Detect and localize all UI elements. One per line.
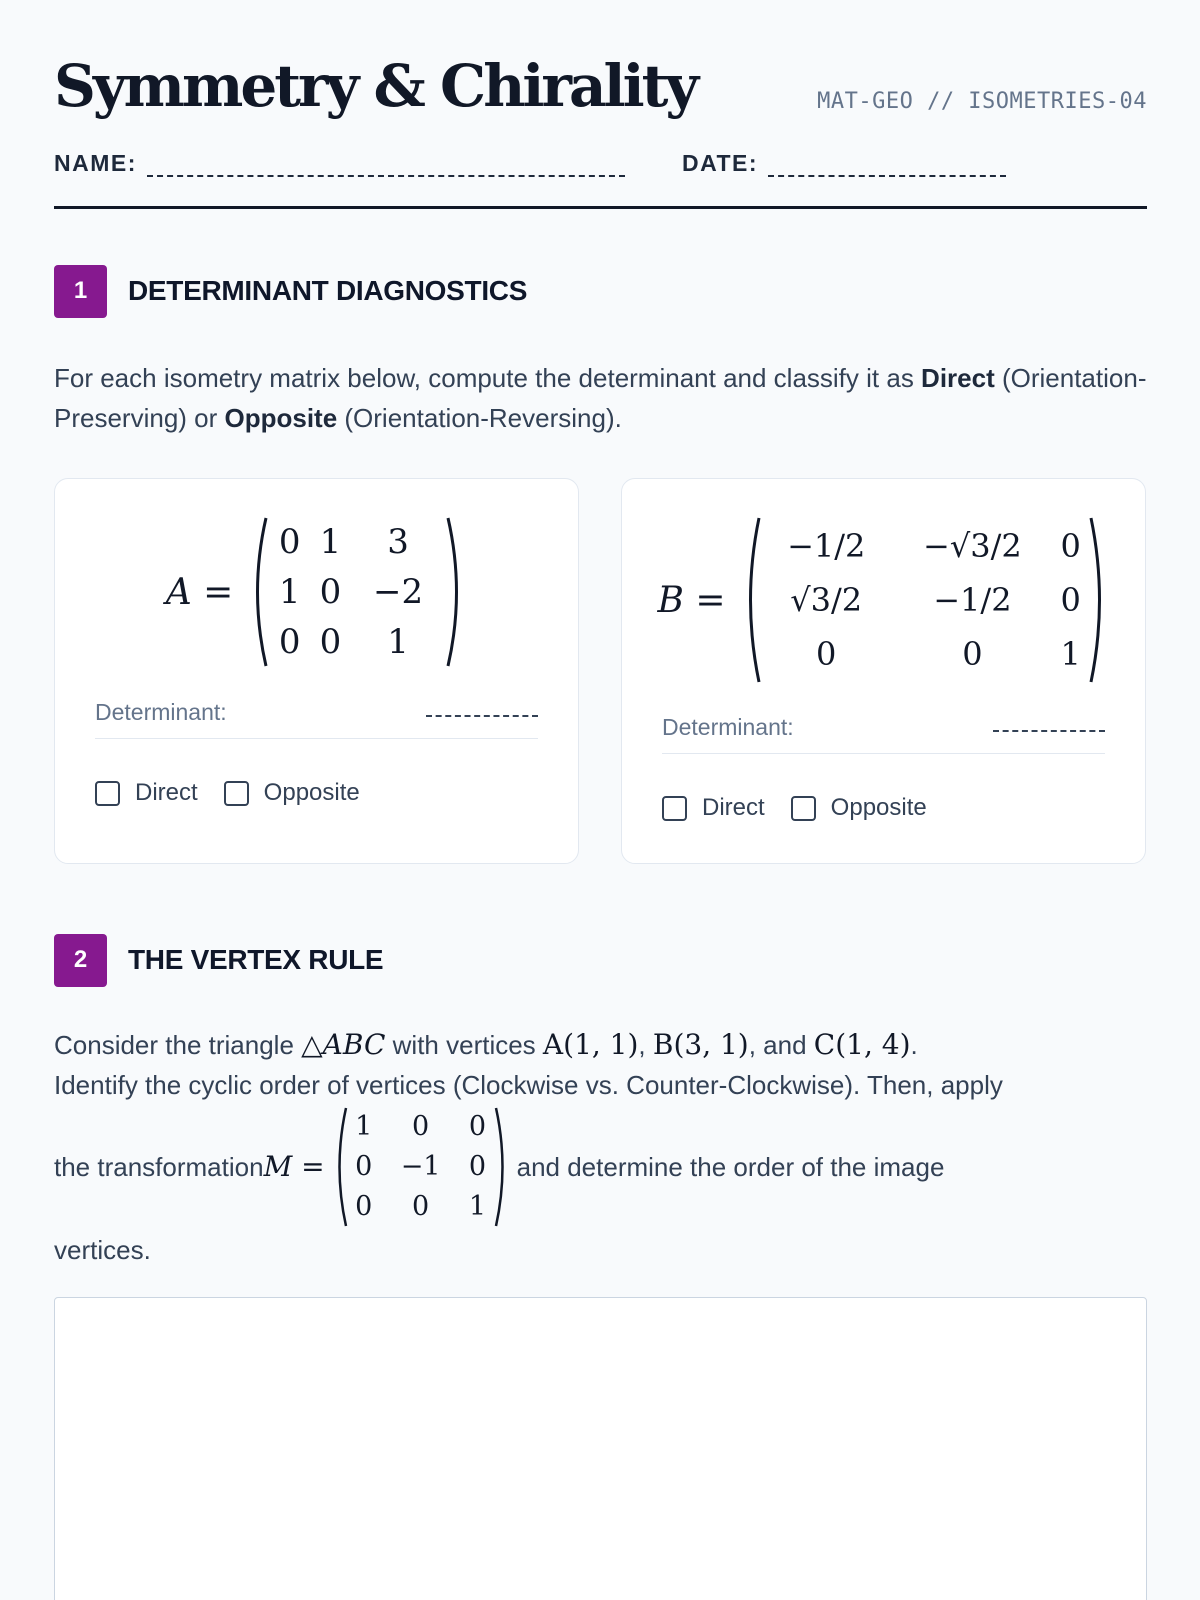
date-label: DATE: xyxy=(682,150,759,176)
vertex-c: C(1, 4) xyxy=(813,1028,911,1061)
matrix-m-cell: −1 xyxy=(400,1151,441,1182)
name-label: NAME: xyxy=(54,150,137,176)
direct-label-a: Direct xyxy=(135,779,198,806)
matrix-m xyxy=(331,1105,511,1229)
opposite-label-b: Opposite xyxy=(830,794,927,821)
opposite-checkbox-b[interactable] xyxy=(791,796,816,821)
matrix-b-label: B = xyxy=(657,579,726,621)
matrix-b-cell: −√3/2 xyxy=(923,527,1022,565)
right-paren-icon xyxy=(445,515,467,669)
section-2-line-4: vertices. xyxy=(54,1235,151,1265)
s2-text: and determine the order of the image xyxy=(516,1152,945,1182)
matrix-a-cell: 0 xyxy=(319,572,342,612)
matrix-card-a xyxy=(54,478,579,864)
matrix-b-expression xyxy=(622,515,1145,685)
matrix-card-b xyxy=(621,478,1146,864)
s2-text: with vertices xyxy=(385,1030,543,1060)
matrix-a-cell: 1 xyxy=(387,622,409,662)
left-paren-icon xyxy=(247,515,269,669)
name-blank[interactable] xyxy=(147,157,625,177)
left-paren-icon xyxy=(740,515,762,685)
section-2-line-2: Identify the cyclic order of vertices (Clockwise vs. Counter-Clockwise). Then, apply xyxy=(54,1070,1003,1100)
matrix-a-cell: 1 xyxy=(319,522,342,562)
direct-label-b: Direct xyxy=(702,794,765,821)
matrix-a-label: A = xyxy=(165,571,234,613)
opposite-label-a: Opposite xyxy=(263,779,360,806)
matrix-b-cell: 0 xyxy=(816,635,837,673)
header-divider xyxy=(54,206,1147,209)
matrix-b-cell: 0 xyxy=(1060,527,1081,565)
instr-text-2: (Orientation-Preserving) or xyxy=(54,363,1147,433)
direct-checkbox-a[interactable] xyxy=(95,781,120,806)
s2-text: Consider the triangle xyxy=(54,1030,302,1060)
right-paren-icon xyxy=(493,1105,511,1229)
matrix-m-cell: 0 xyxy=(468,1111,487,1142)
matrix-a-grid xyxy=(269,517,445,667)
instr-direct: Direct xyxy=(921,363,995,393)
matrix-b-grid xyxy=(762,519,1088,681)
right-paren-icon xyxy=(1088,515,1110,685)
matrix-b-cell: 0 xyxy=(1060,581,1081,619)
matrix-m-cell: 0 xyxy=(355,1191,373,1222)
student-fields xyxy=(54,150,1147,184)
section-1-header xyxy=(54,264,527,318)
matrix-a-cell: −2 xyxy=(373,572,424,612)
s2-text: , and xyxy=(748,1030,814,1060)
section-2-title: THE VERTEX RULE xyxy=(128,944,384,975)
matrix-b xyxy=(740,515,1110,685)
matrix-b-cell: −1/2 xyxy=(933,581,1012,619)
section-2-header xyxy=(54,933,383,987)
section-1-badge: 1 xyxy=(54,265,107,318)
matrix-m-cell: 1 xyxy=(468,1191,487,1222)
matrix-a-expression xyxy=(55,515,578,669)
triangle-label: △ABC xyxy=(301,1028,386,1061)
s2-text: . xyxy=(910,1030,918,1060)
matrix-m-grid xyxy=(347,1107,495,1227)
matrix-a xyxy=(247,515,467,669)
matrix-m-cell: 1 xyxy=(355,1111,373,1142)
matrix-b-cell: −1/2 xyxy=(787,527,866,565)
section-2-line-3 xyxy=(54,1104,1147,1230)
instr-opposite: Opposite xyxy=(224,403,338,433)
s2-text: the transformation xyxy=(54,1152,264,1182)
matrix-m-cell: 0 xyxy=(412,1191,430,1222)
matrix-m-cell: 0 xyxy=(468,1151,487,1182)
determinant-a-row xyxy=(95,685,538,739)
worksheet-code: MAT-GEO // ISOMETRIES-04 xyxy=(817,89,1147,114)
page-title: Symmetry & Chirality xyxy=(54,52,697,120)
classification-a xyxy=(95,779,386,807)
instr-text-3: (Orientation-Reversing). xyxy=(337,403,622,433)
matrix-a-cell: 3 xyxy=(387,522,409,562)
vertex-b: B(3, 1) xyxy=(652,1028,749,1061)
classification-b xyxy=(662,794,953,822)
matrix-b-cell: √3/2 xyxy=(790,581,863,619)
determinant-b-label: Determinant: xyxy=(662,714,794,740)
matrix-m-cell: 0 xyxy=(355,1151,373,1182)
section-2-badge: 2 xyxy=(54,934,107,987)
matrix-a-cell: 0 xyxy=(278,522,301,562)
instr-text-1: For each isometry matrix below, compute the determinant and classify it as xyxy=(54,363,922,393)
determinant-b-row xyxy=(662,700,1105,754)
direct-checkbox-b[interactable] xyxy=(662,796,687,821)
vertex-a: A(1, 1) xyxy=(542,1028,639,1061)
section-2-line-1 xyxy=(54,1025,1147,1065)
name-field[interactable] xyxy=(54,150,625,177)
answer-box[interactable] xyxy=(54,1297,1147,1600)
section-1-title: DETERMINANT DIAGNOSTICS xyxy=(128,275,528,306)
section-1-instructions xyxy=(54,358,1147,438)
matrix-m-cell: 0 xyxy=(412,1111,430,1142)
matrix-a-cell: 0 xyxy=(319,622,342,662)
matrix-m-label: M = xyxy=(263,1150,325,1183)
matrix-a-cell: 1 xyxy=(278,572,301,612)
matrix-b-cell: 1 xyxy=(1060,635,1081,673)
determinant-b-blank[interactable] xyxy=(993,730,1105,732)
date-blank[interactable] xyxy=(768,157,1006,177)
matrix-b-cell: 0 xyxy=(962,635,983,673)
s2-text: , xyxy=(638,1030,653,1060)
date-field[interactable] xyxy=(682,150,1006,177)
determinant-a-blank[interactable] xyxy=(426,715,538,717)
opposite-checkbox-a[interactable] xyxy=(224,781,249,806)
determinant-a-label: Determinant: xyxy=(95,699,227,725)
matrix-a-cell: 0 xyxy=(278,622,301,662)
